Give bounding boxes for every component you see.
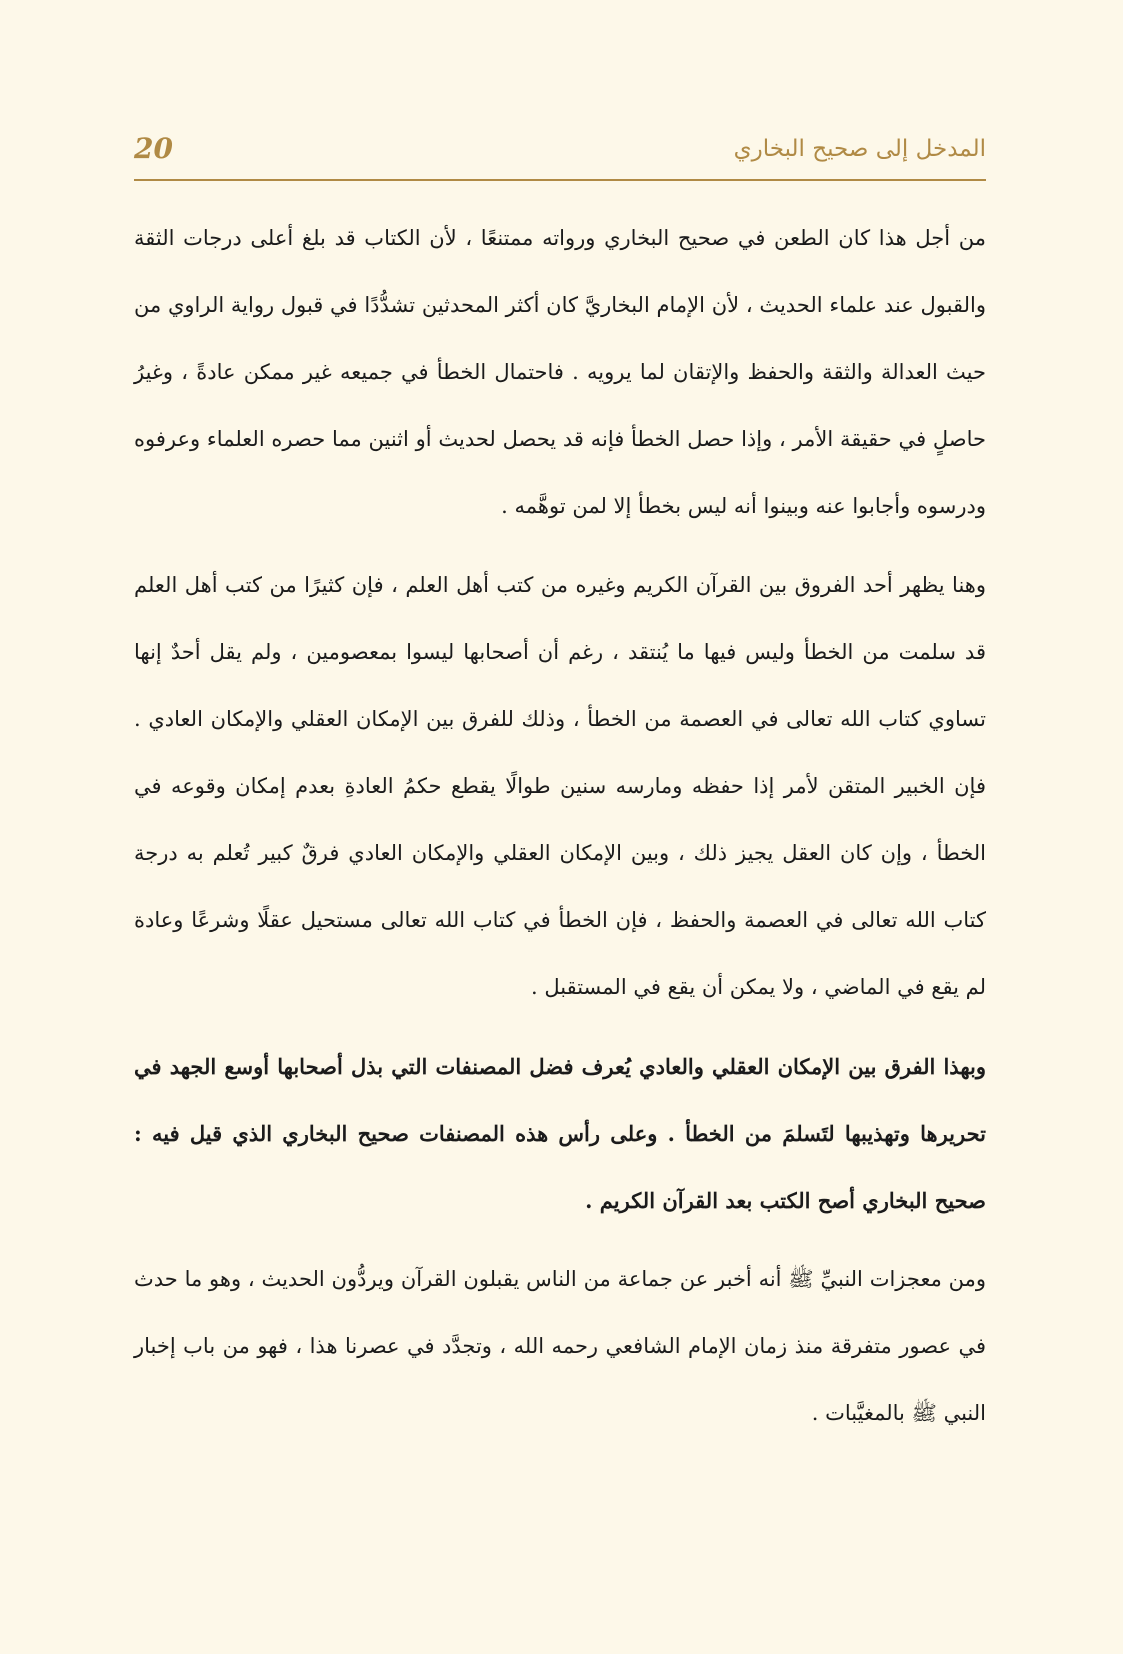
paragraph-2: وهنا يظهر أحد الفروق بين القرآن الكريم وغيره من كتب أهل العلم ، فإن كثيرًا من كتب أهل العلم قد سلمت من الخطأ وليس فيها ما يُنتقد ، رغم أن أصحابها ليسوا بمعصومين ، ولم يقل أحدٌ إنها تساوي كتاب الله تعالى في العصمة من الخطأ ، وذلك للفرق بين الإمكان العقلي والإمكان العادي . فإن الخبير المتقن لأمر إذا حفظه ومارسه سنين طوالًا يقطع حكمُ العادةِ بعدم إمكان وقوعه في الخطأ ، وإن كان العقل يجيز ذلك ، وبين الإمكان العقلي والإمكان العادي فرقٌ كبير تُعلم به درجة كتاب الله تعالى في العصمة والحفظ ، فإن الخطأ في كتاب الله تعالى مستحيل عقلًا وشرعًا وعادة لم يقع في الماضي ، ولا يمكن أن يقع في المستقبل . [134, 573, 986, 999]
page-body [134, 205, 986, 1447]
paragraph-4: ومن معجزات النبيِّ ﷺ أنه أخبر عن جماعة من الناس يقبلون القرآن ويردُّون الحديث ، وهو ما حدث في عصور متفرقة منذ زمان الإمام الشافعي رحمه الله ، وتجدَّد في عصرنا هذا ، فهو من باب إخبار النبي ﷺ بالمغيَّبات . [134, 1267, 986, 1425]
paragraph-3-bold: وبهذا الفرق بين الإمكان العقلي والعادي يُعرف فضل المصنفات التي بذل أصحابها أوسع الجهد في تحريرها وتهذيبها لتَسلمَ من الخطأ . وعلى رأس هذه المصنفات صحيح البخاري الذي قيل فيه : صحيح البخاري أصح الكتب بعد القرآن الكريم . [134, 1054, 986, 1213]
running-title: المدخل إلى صحيح البخاري [733, 136, 986, 162]
paragraph-1: من أجل هذا كان الطعن في صحيح البخاري ورواته ممتنعًا ، لأن الكتاب قد بلغ أعلى درجات الثقة والقبول عند علماء الحديث ، لأن الإمام البخاريَّ كان أكثر المحدثين تشدُّدًا في قبول رواية الراوي من حيث العدالة والثقة والحفظ والإتقان لما يرويه . فاحتمال الخطأ في جميعه غير ممكن عادةً ، وغيرُ حاصلٍ في حقيقة الأمر ، وإذا حصل الخطأ فإنه قد يحصل لحديث أو اثنين مما حصره العلماء وعرفوه ودرسوه وأجابوا عنه وبينوا أنه ليس بخطأ إلا لمن توهَّمه . [134, 226, 986, 518]
page-number: 20 [134, 132, 173, 165]
page-header [134, 128, 986, 178]
header-divider [134, 179, 986, 181]
